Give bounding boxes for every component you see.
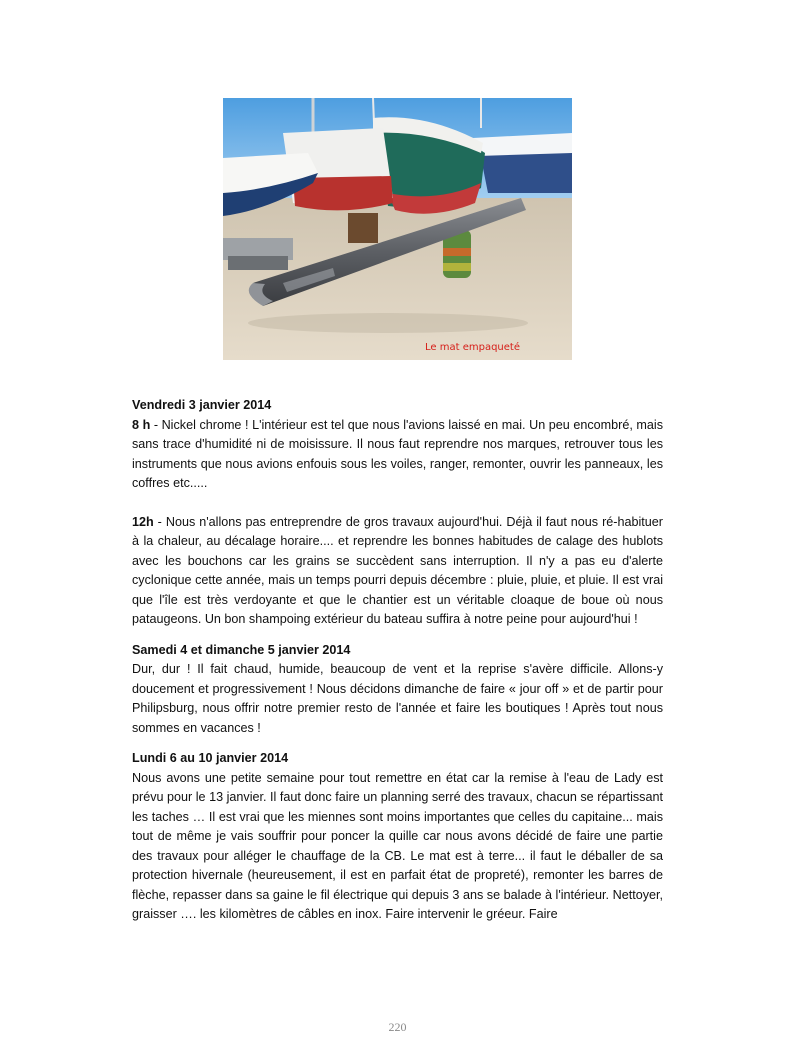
paragraph-text: Nous avons une petite semaine pour tout remettre en état car la remise à l'eau de Lady est prévu pour le 13 janvier. Il faut donc faire un planning serré des travaux, chacun se répartissant les taches … Il est vrai que les miennes sont moins importantes que celles du capitaine... mais tout de même je vais souffrir pour poncer la quille car nous avons décidé de faire une partie des travaux pour alléger le chauffage de la CB. Le mat est à terre... il faut le déballer de sa protection hivernale (heureusement, il est en parfait état de propreté), remonter les barres de flèche, repasser dans sa gaine le fil électrique qui depuis 3 ans se balade à l'intérieur. Nettoyer, graisser …. les kilomètres de câbles en inox. Faire intervenir le gréeur. Faire — [132, 770, 663, 921]
page-number: 220 — [388, 1020, 407, 1034]
section-heading: Lundi 6 au 10 janvier 2014 — [132, 751, 289, 765]
mast-photo — [223, 98, 572, 360]
section-samedi — [132, 641, 663, 739]
section-heading: Vendredi 3 janvier 2014 — [132, 398, 272, 412]
time-label: 8 h — [132, 417, 151, 432]
paragraph — [132, 660, 663, 738]
paragraph-text: Dur, dur ! Il fait chaud, humide, beaucoup de vent et la reprise s'avère difficile. Allons-y doucement et progressivement ! Nous décidons dimanche de faire « jour off » et de partir pour Philipsburg, nous offrir notre premier resto de l'année et faire les boutiques ! Après tout nous sommes en vacances ! — [132, 662, 663, 735]
section-vendredi — [132, 396, 663, 630]
paragraph — [132, 416, 663, 494]
paragraph-text: - Nickel chrome ! L'intérieur est tel que nous l'avions laissé en mai. Un peu encombré, mais sans trace d'humidité ni de moisissure. Il nous faut reprendre nos marques, retrouver tous les instruments que nous avions enfouis sous les voiles, ranger, remonter, ouvrir les panneaux, les coffres etc..... — [132, 417, 663, 490]
paragraph-text: - Nous n'allons pas entreprendre de gros travaux aujourd'hui. Déjà il faut nous ré-habituer à la chaleur, au décalage horaire.... et reprendre les bonnes habitudes de calage des hublots avec les bouchons car les grains se succèdent sans interruption. Il n'y a pas eu d'alerte cyclonique cette année, mais un temps pourri depuis décembre : pluie, pluie, et pluie. Il est vrai que l'île est très verdoyante et que le chantier est un véritable cloaque de boue où nous pataugeons. Un bon shampoing extérieur du bateau suffira à notre peine pour aujourd'hui ! — [132, 514, 663, 626]
boatyard-illustration — [223, 98, 572, 360]
section-lundi — [132, 749, 663, 925]
paragraph — [132, 513, 663, 630]
photo-caption: Le mat empaqueté — [425, 342, 520, 353]
section-heading: Samedi 4 et dimanche 5 janvier 2014 — [132, 642, 351, 657]
time-label: 12h — [132, 514, 154, 529]
paragraph — [132, 769, 663, 925]
journal-text — [132, 396, 663, 936]
